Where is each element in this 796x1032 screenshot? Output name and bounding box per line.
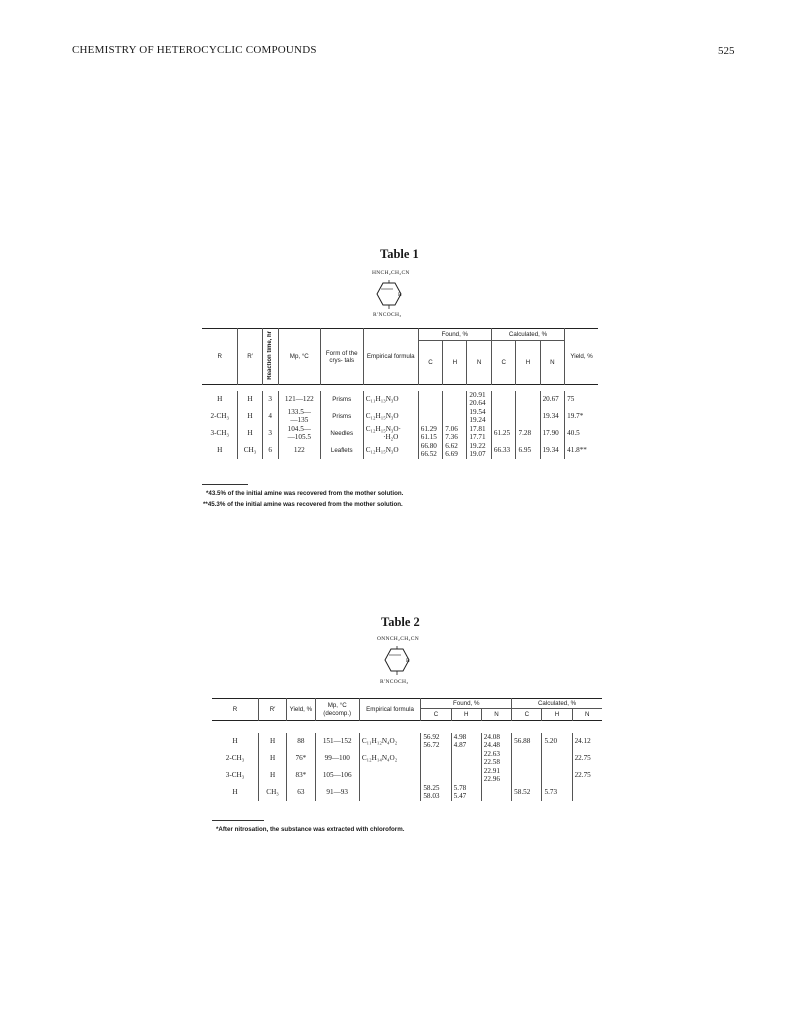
t1-h-mp: Mp, °C (278, 329, 320, 385)
t1-r2-cc: 61.25 (491, 425, 516, 442)
t1-h-calc-c: C (491, 341, 516, 385)
t1-r2-ch: 7.28 (516, 425, 540, 442)
t1-r0-mp: 121—122 (278, 391, 320, 408)
t2-r1-mp: 99—100 (315, 750, 359, 767)
t2-h-calc-h: H (542, 709, 572, 721)
table-row (202, 425, 598, 442)
t2-r3-ch: 5.73 (542, 784, 572, 801)
t1-r3-rp: CH₃ (238, 442, 262, 459)
t2-r3-fh-0: 5.78 (453, 783, 467, 792)
t1-h-calc-h: H (516, 341, 540, 385)
table-row (202, 391, 598, 408)
t1-h-form: Form of the crys- tals (320, 329, 363, 385)
t1-r1-fn-0: 19.54 (469, 407, 486, 416)
t1-r1-fn-1: 19.24 (469, 416, 486, 424)
t1-r2-fn-1: 17.71 (469, 433, 486, 441)
t1-r0-r: H (217, 395, 223, 403)
t2-r3-r: H (232, 788, 238, 796)
t1-h-found: Found, % (418, 329, 491, 341)
table-row (212, 767, 602, 784)
t1-r1-yield: 19.7* (565, 408, 598, 425)
t1-r2-fc-0: 61.29 (420, 424, 437, 433)
t2-h-found-n: N (481, 709, 511, 721)
table2-title: Table 2 (381, 615, 420, 629)
table2-structure-sub: R (406, 658, 410, 664)
t1-r2-fc-1: 61.15 (420, 433, 437, 441)
t1-r3-fc-0: 66.80 (420, 441, 437, 450)
table2 (212, 698, 602, 801)
t2-r1-rp: H (258, 750, 286, 767)
running-title: CHEMISTRY OF HETEROCYCLIC COMPOUNDS (72, 44, 317, 56)
table2-structure-bottom: R′NCOCH₃ (380, 679, 409, 685)
t2-r0-fh-0: 4.98 (453, 732, 467, 741)
t2-r3-yield: 63 (287, 784, 315, 801)
t2-r0-cc: 56.88 (512, 733, 542, 750)
t1-r3-fh-1: 6.69 (445, 450, 458, 458)
t1-r2-fh-1: 7.36 (445, 433, 458, 441)
t1-footnote-2: **45.3% of the initial amine was recovered from the mother solution. (203, 501, 403, 508)
t1-r1-formula: C₁₂H₁₅N₃O (363, 408, 418, 425)
t2-r3-mp: 91—93 (315, 784, 359, 801)
t1-footnote-1: *43.5% of the initial amine was recovered from the mother solution. (206, 490, 404, 497)
t1-h-calc-n: N (540, 341, 565, 385)
t1-r0-fn-1: 20.64 (469, 399, 486, 407)
t1-r3-fc-1: 66.52 (420, 450, 437, 458)
t2-r3-fh-1: 5.47 (453, 792, 467, 800)
t2-r2-cn: 22.75 (572, 767, 602, 784)
t1-r3-fh-0: 6.62 (445, 441, 458, 450)
t1-r1-cn: 19.34 (540, 408, 565, 425)
t1-r1-time: 4 (262, 408, 278, 425)
t1-r2-formula-0: C₁₂H₁₅N₃O· (365, 424, 401, 433)
t2-r2-fn-0: 22.91 (483, 766, 500, 775)
t2-r2-yield: 83* (287, 767, 315, 784)
t2-h-calc: Calculated, % (512, 699, 602, 709)
t1-r1-mp-1: —135 (290, 416, 309, 424)
t1-h-rprime: R′ (238, 329, 262, 385)
t1-r3-form: Leaflets (320, 442, 363, 459)
t2-footnote-1: *After nitrosation, the substance was extracted with chloroform. (216, 826, 405, 833)
t2-r3-formula (359, 784, 421, 801)
t2-r0-cn: 24.12 (572, 733, 602, 750)
t1-r2-mp-1: —105.5 (287, 433, 311, 441)
t1-r2-fn-0: 17.81 (469, 424, 486, 433)
t2-r1-yield: 76* (287, 750, 315, 767)
t1-r2-form: Needles (320, 425, 363, 442)
t1-h-found-n: N (467, 341, 492, 385)
t2-h-mp: Mp, °C (decomp.) (315, 699, 359, 721)
t1-r0-time: 3 (262, 391, 278, 408)
t1-r3-fn-1: 19.07 (469, 450, 486, 458)
t1-r1-rp: H (238, 408, 262, 425)
t1-r2-fh-0: 7.06 (445, 424, 458, 433)
table2-structure-top: ONNCH₂CH₂CN (377, 636, 419, 642)
t2-h-calc-n: N (572, 709, 602, 721)
t2-h-found-h: H (451, 709, 481, 721)
t2-r0-mp: 151—152 (315, 733, 359, 750)
t2-r1-fn-0: 22.63 (483, 749, 500, 758)
t2-r0-formula: C₁₁H₁₂N₄O₂ (359, 733, 421, 750)
t2-r2-formula (359, 767, 421, 784)
t1-h-calc: Calculated, % (491, 329, 564, 341)
t2-r1-formula: C₁₂H₁₄N₄O₂ (359, 750, 421, 767)
t1-r3-cc: 66.33 (491, 442, 516, 459)
t1-r1-mp-0: 133.5— (287, 407, 311, 416)
t1-h-found-c: C (418, 341, 443, 385)
t1-r3-formula: C₁₂H₁₅N₃O (363, 442, 418, 459)
t2-h-calc-c: C (512, 709, 542, 721)
t1-r2-mp-0: 104.5— (287, 424, 311, 433)
t1-r3-fn-0: 19.22 (469, 441, 486, 450)
t2-h-yield: Yield, % (287, 699, 315, 721)
table-row (202, 408, 598, 425)
table1-structure-sub: R (398, 292, 402, 298)
t2-r2-fn-1: 22.96 (483, 775, 500, 783)
t2-r0-fc-1: 56.72 (423, 741, 440, 749)
t1-r2-yield: 40.5 (565, 425, 598, 442)
t2-r3-cc: 58.52 (512, 784, 542, 801)
t2-r3-cn (572, 784, 602, 801)
t1-r3-r: H (217, 446, 223, 454)
t1-r3-cn: 19.34 (540, 442, 565, 459)
t2-r0-yield: 88 (287, 733, 315, 750)
t1-r3-ch: 6.95 (516, 442, 540, 459)
t1-h-yield: Yield, % (565, 329, 598, 385)
t2-r0-fc-0: 56.92 (423, 732, 440, 741)
t1-h-r: R (217, 353, 222, 360)
t2-r2-r: 3-CH₃ (225, 771, 245, 779)
t1-r1-r: 2-CH₃ (210, 412, 229, 420)
t1-r2-cn: 17.90 (540, 425, 565, 442)
t2-h-r: R (232, 706, 238, 713)
t1-r2-rp: H (238, 425, 262, 442)
t1-r3-time: 6 (262, 442, 278, 459)
t2-h-found-c: C (421, 709, 451, 721)
t2-h-rprime: R′ (258, 699, 286, 721)
table-row (212, 784, 602, 801)
t1-h-found-h: H (443, 341, 467, 385)
t2-r0-fn-0: 24.08 (483, 732, 500, 741)
t1-r0-fn-0: 20.91 (469, 390, 486, 399)
t2-r1-cn: 22.75 (572, 750, 602, 767)
t2-r0-fn-1: 24.48 (483, 741, 500, 749)
table1 (202, 328, 598, 459)
t1-r2-time: 3 (262, 425, 278, 442)
t1-r0-form: Prisms (320, 391, 363, 408)
table-row (202, 442, 598, 459)
t2-r1-r: 2-CH₃ (225, 754, 245, 762)
t2-r3-fc-0: 58.25 (423, 783, 440, 792)
table-row (212, 750, 602, 767)
t2-r0-rp: H (258, 733, 286, 750)
t1-r0-yield: 75 (565, 391, 598, 408)
t1-r0-rp: H (238, 391, 262, 408)
t1-h-formula: Empirical formula (363, 329, 418, 385)
t1-r2-formula-1: ·H₂O (383, 433, 399, 441)
t2-r1-fn-1: 22.58 (483, 758, 500, 766)
t1-r3-yield: 41.8** (565, 442, 598, 459)
t1-r0-cn: 20.67 (540, 391, 565, 408)
t2-r0-ch: 5.20 (542, 733, 572, 750)
table1-structure-bottom: R′NCOCH₃ (373, 312, 402, 318)
table1-structure-top: HNCH₂CH₂CN (372, 270, 410, 276)
page-number: 525 (718, 45, 735, 57)
t1-r1-form: Prisms (320, 408, 363, 425)
t1-r0-formula: C₁₁H₁₃N₃O (363, 391, 418, 408)
t1-r3-mp: 122 (278, 442, 320, 459)
table1-title: Table 1 (380, 247, 419, 261)
t2-r0-fh-1: 4.87 (453, 741, 467, 749)
t2-h-found: Found, % (421, 699, 512, 709)
t1-h-time: Reaction time, hr (267, 331, 274, 380)
t2-h-formula: Empirical formula (359, 699, 421, 721)
t2-r3-rp: CH₃ (258, 784, 286, 801)
table-row (212, 733, 602, 750)
t2-r0-r: H (232, 737, 238, 745)
t2-r3-fc-1: 58.03 (423, 792, 440, 800)
t2-r2-mp: 105—106 (315, 767, 359, 784)
t1-r2-r: 3-CH₃ (210, 429, 229, 437)
t2-r2-rp: H (258, 767, 286, 784)
